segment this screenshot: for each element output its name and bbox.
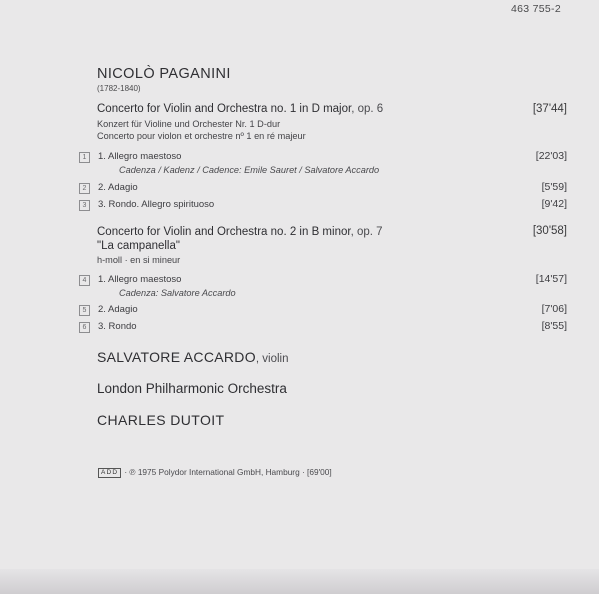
track-duration: [14'57]: [535, 273, 567, 285]
work-2-subtitle: "La campanella": [97, 240, 180, 252]
work-2-title-text: Concerto for Violin and Orchestra no. 2 in B minor: [97, 226, 351, 238]
track-cadenza-note: Cadenza / Kadenz / Cadence: Emile Sauret / Salvatore Accardo: [119, 165, 380, 175]
track-title: 3. Rondo: [98, 321, 137, 332]
track-title: 3. Rondo. Allegro spirituoso: [98, 199, 215, 210]
copyright-line: [98, 467, 332, 478]
scan-edge-shadow: [0, 569, 599, 594]
track-number-box: 2: [79, 183, 90, 194]
track-duration: [22'03]: [535, 150, 567, 162]
composer-dates: (1782-1840): [97, 84, 141, 93]
track-cadenza-note: Cadenza: Salvatore Accardo: [119, 288, 236, 298]
copyright-text: · ℗ 1975 Polydor International GmbH, Hamburg · [69'00]: [124, 467, 332, 477]
soloist-name: SALVATORE ACCARDO: [97, 349, 256, 365]
soloist-instrument: , violin: [255, 353, 289, 365]
work-2-alt-title: h-moll · en si mineur: [97, 255, 181, 265]
work-1-total-duration: [37'44]: [532, 103, 567, 115]
orchestra-name: London Philharmonic Orchestra: [97, 381, 287, 396]
track-number-box: 4: [79, 275, 90, 286]
track-number-box: 6: [79, 322, 90, 333]
soloist: [97, 349, 289, 365]
work-1-alt-title-german: Konzert für Violine und Orchester Nr. 1 D-dur: [97, 119, 281, 129]
work-2-total-duration: [30'58]: [532, 225, 567, 237]
track-duration: [5'59]: [541, 181, 567, 193]
work-1-title: [97, 103, 383, 115]
track-title: 2. Adagio: [98, 304, 138, 315]
track-duration: [7'06]: [541, 303, 567, 315]
work-1-alt-title-french: Concerto pour violon et orchestre nº 1 en ré majeur: [97, 131, 306, 141]
composer-name: NICOLÒ PAGANINI: [97, 66, 231, 82]
work-1-title-text: Concerto for Violin and Orchestra no. 1 in D major: [97, 103, 352, 115]
work-1-opus: , op. 6: [351, 103, 384, 115]
track-title: 2. Adagio: [98, 182, 138, 193]
work-2-opus: , op. 7: [350, 226, 383, 238]
track-title: 1. Allegro maestoso: [98, 274, 182, 285]
add-recording-badge: ADD: [98, 468, 121, 478]
track-duration: [8'55]: [541, 320, 567, 332]
work-2-title: [97, 226, 383, 238]
track-number-box: 1: [79, 152, 90, 163]
catalog-number: 463 755-2: [511, 3, 561, 15]
conductor-name: CHARLES DUTOIT: [97, 412, 225, 428]
track-number-box: 5: [79, 305, 90, 316]
track-duration: [9'42]: [541, 198, 567, 210]
track-number-box: 3: [79, 200, 90, 211]
track-title: 1. Allegro maestoso: [98, 151, 182, 162]
